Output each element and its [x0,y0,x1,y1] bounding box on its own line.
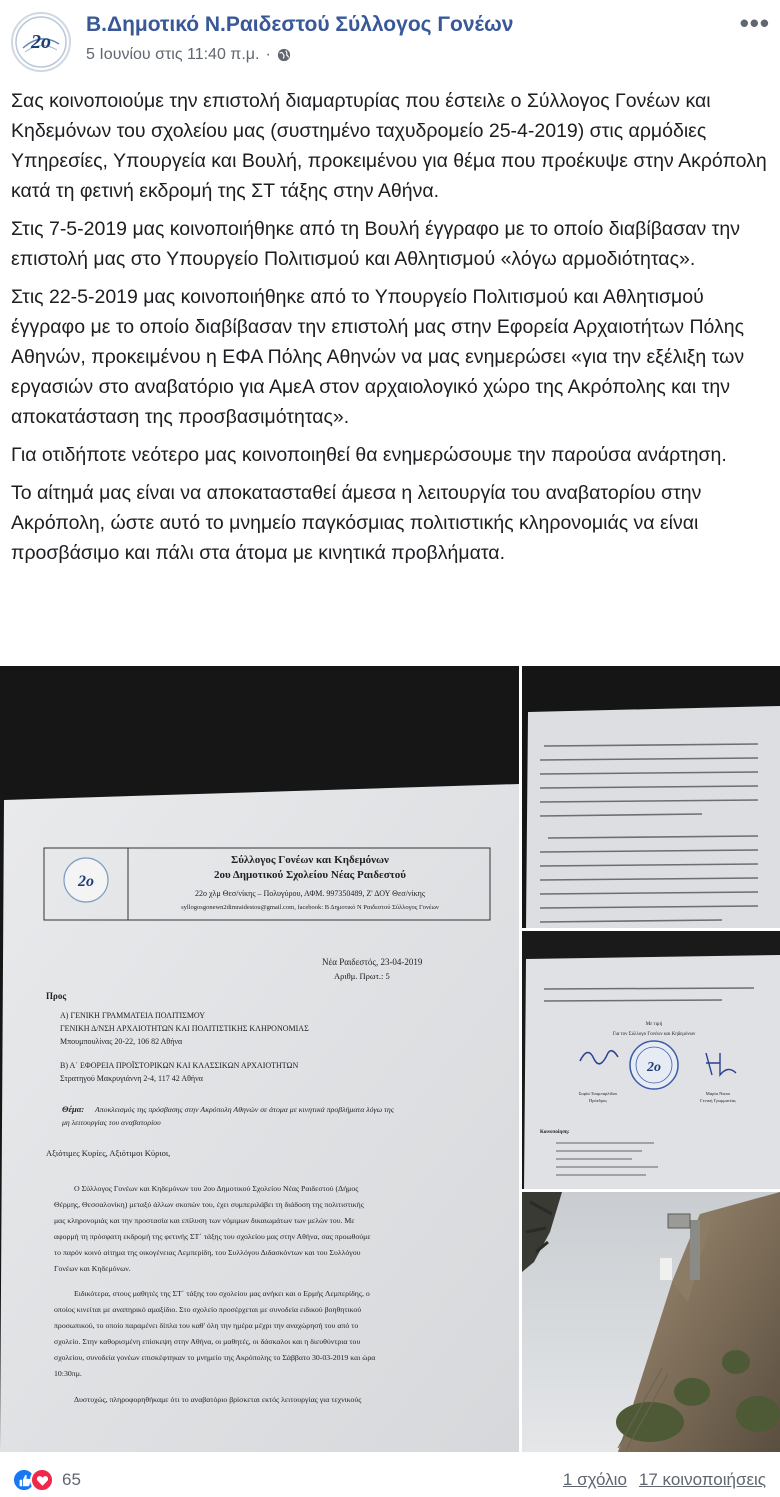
svg-text:Νέα Ραιδεστός, 23-04-2019: Νέα Ραιδεστός, 23-04-2019 [322,957,423,967]
letter-page-2-image [522,666,780,928]
photo-letter-page-1[interactable] [0,666,519,1452]
svg-text:σχολείου, συνοδεία γονέων επισ: σχολείου, συνοδεία γονέων επισκέφτηκαν το μνημείο της Ακρόπολης το Σάββατο 30-03-2019 και ώρα [54,1353,376,1362]
shares-link[interactable]: 17 κοινοποιήσεις [638,1470,766,1489]
svg-text:Σύλλογος Γονέων και Κηδεμόνων: Σύλλογος Γονέων και Κηδεμόνων [231,854,389,866]
post-header [0,0,780,74]
globe-icon[interactable] [277,48,291,62]
post-paragraph: Το αίτημά μας είναι να αποκατασταθεί άμεσα η λειτουργία του αναβατορίου στην Ακρόπολη, ώστε αυτό το μνημείο παγκόσμιας πολιτιστικής κληρονομιάς να είναι προσβάσιμο και πάλι στα άτομα με κινητικά προβλήματα. [11,482,702,564]
photo-letter-page-2[interactable] [522,666,780,928]
post-footer [0,1455,780,1497]
reactions-summary[interactable] [12,1468,81,1492]
photo-grid [0,666,780,1452]
svg-text:Πρόεδρος: Πρόεδρος [588,1098,608,1103]
post-paragraph: Σας κοινοποιούμε την επιστολή διαμαρτυρίας που έστειλε ο Σύλλογος Γονέων και Κηδεμόνων του σχολείου μας (συστημένο ταχυδρομείο 25-4-2019) στις αρμόδιες Υπηρεσίες, Υπουργεία και Βουλή, προκειμένου για θέμα που προέκυψε στην Ακρόπολη κατά τη φετινή εκδρομή της ΣΤ τάξης στην Αθήνα. [11,90,767,202]
svg-text:2ου Δημοτικού Σχολείου Νέας Ρα: 2ου Δημοτικού Σχολείου Νέας Ραιδεστού [213,869,407,881]
reaction-count: 65 [62,1470,81,1489]
svg-text:Θέμα:: Θέμα: [62,1104,85,1114]
svg-text:Προς: Προς [46,991,67,1001]
svg-text:Θέρμης, Θεσσαλονίκη) μεταξύ άλ: Θέρμης, Θεσσαλονίκη) μεταξύ άλλων σκοπών του, έχει συμπεριλάβει τη διάδοση της πολιτιστικής [54,1200,364,1209]
post-timestamp[interactable]: 5 Ιουνίου στις 11:40 π.μ. [86,46,260,63]
svg-text:Αποκλεισμός της πρόσβασης στην: Αποκλεισμός της πρόσβασης στην Ακρόπολη Αθηνών σε άτομα με κινητικά προβλήματα λόγω της [95,1105,394,1114]
svg-text:Δυστυχώς, πληροφορηθήκαμε ότι: Δυστυχώς, πληροφορηθήκαμε ότι το αναβατόριο βρίσκεται εκτός λειτουργίας για τεχνικούς [74,1395,362,1404]
love-icon [30,1468,54,1492]
comments-link[interactable]: 1 σχόλιο [562,1470,627,1489]
svg-text:το παρόν κοινό αίτημα της οικο: το παρόν κοινό αίτημα της οικογένειας Λεμπερίδη, του Συλλόγου Διδασκόντων και του Συλλόγου [54,1248,361,1257]
svg-text:10:30πμ.: 10:30πμ. [54,1369,82,1378]
meta-separator: · [265,46,271,63]
page-name-link[interactable]: Β.Δημοτικό Ν.Ραιδεστού Σύλλογος Γονέων [86,13,514,36]
letter-signatures-image [522,931,780,1189]
svg-text:22ο χλμ Θεσ/νίκης – Πολυγύρου,: 22ο χλμ Θεσ/νίκης – Πολυγύρου, ΑΦΜ. 997350489, Ζ' ΔΟΥ Θεσ/νίκης [194,889,426,898]
engagement-stats [563,1470,766,1490]
svg-text:Με τιμή: Με τιμή [645,1022,663,1027]
svg-text:Σοφία Τσαμπαρλίδου: Σοφία Τσαμπαρλίδου [578,1091,618,1096]
post-paragraph: Στις 22-5-2019 μας κοινοποιήθηκε από το Υπουργείο Πολιτισμού και Αθλητισμού έγγραφο με το οποίο διαβίβασαν την επιστολή μας στην Εφορεία Αρχαιοτήτων Πόλης Αθηνών, προκειμένου η ΕΦΑ Πόλης Αθηνών να μας ενημερώσει «για την εξέλιξη των εργασιών στο αναβατόριο για ΑμεΑ στον αρχαιολογικό χώρο της Ακρόπολης και την αποκατάσταση της προσβασιμότητας». [11,286,745,428]
svg-text:Β) Α΄ ΕΦΟΡΕΙΑ ΠΡΟΪΣΤΟΡΙΚΩΝ ΚΑΙ: Β) Α΄ ΕΦΟΡΕΙΑ ΠΡΟΪΣΤΟΡΙΚΩΝ ΚΑΙ ΚΛΑΣΣΙΚΩΝ ΑΡΧΑΙΟΤΗΤΩΝ [60,1061,299,1070]
svg-text:Για τον Σύλλογο Γονέων και Κηδ: Για τον Σύλλογο Γονέων και Κηδεμόνων [612,1032,696,1037]
post-paragraph: Για οτιδήποτε νεότερο μας κοινοποιηθεί θα ενημερώσουμε την παρούσα ανάρτηση. [11,444,727,466]
page-avatar[interactable] [11,12,71,72]
page-logo [13,14,69,70]
photo-acropolis-elevator[interactable] [522,1192,780,1452]
svg-text:Γονέων και Κηδεμόνων.: Γονέων και Κηδεμόνων. [54,1264,131,1273]
svg-text:Α) ΓΕΝΙΚΗ ΓΡΑΜΜΑΤΕΙΑ ΠΟΛΙΤΙΣΜΟ: Α) ΓΕΝΙΚΗ ΓΡΑΜΜΑΤΕΙΑ ΠΟΛΙΤΙΣΜΟΥ [60,1011,206,1020]
svg-text:Αριθμ. Πρωτ.: 5: Αριθμ. Πρωτ.: 5 [334,971,390,981]
svg-text:syllogosgonewn2dimraidestou@gm: syllogosgonewn2dimraidestou@gmail.com, facebook: Β Δημοτικό Ν Ραιδεστού Σύλλογος Γονέων [181,904,439,911]
svg-text:σχολείο. Στην καθορισμένη επίσ: σχολείο. Στην καθορισμένη επίσκεψη στην Αθήνα, οι μαθητές, οι δάσκαλοι και η διευθύντρια του [54,1337,361,1346]
svg-text:Αξιότιμες Κυρίες, Αξιότιμοι Κύ: Αξιότιμες Κυρίες, Αξιότιμοι Κύριοι, [46,1148,171,1158]
svg-text:Γενική Γραμματέας: Γενική Γραμματέας [700,1098,736,1103]
svg-text:Κοινοποίηση:: Κοινοποίηση: [540,1130,570,1135]
post-message [11,86,771,576]
svg-text:Ειδικότερα, στους μαθητές της: Ειδικότερα, στους μαθητές της ΣΤ΄ τάξης του σχολείου μας ανήκει και ο Ερμής Λεμπερίδης, ο [74,1289,370,1298]
more-options-icon[interactable]: ••• [739,8,770,38]
post-meta [86,46,291,64]
svg-text:Μαρία Νικου: Μαρία Νικου [705,1091,731,1096]
svg-text:μη λειτουργίας του αναβατορίου: μη λειτουργίας του αναβατορίου [62,1118,161,1127]
svg-text:2ο: 2ο [31,31,51,53]
letter-photo [0,666,519,1452]
post-paragraph: Στις 7-5-2019 μας κοινοποιήθηκε από τη Βουλή έγγραφο με το οποίο διαβίβασαν την επιστολή μας στο Υπουργείο Πολιτισμού και Αθλητισμού «λόγω αρμοδιότητας». [11,218,740,270]
acropolis-image [522,1192,780,1452]
svg-text:Στρατηγού Μακρυγιάννη 2-4, 117: Στρατηγού Μακρυγιάννη 2-4, 117 42 Αθήνα [60,1074,203,1083]
svg-text:Μπουμπουλίνας 20-22, 106 82 Αθ: Μπουμπουλίνας 20-22, 106 82 Αθήνα [60,1037,183,1046]
svg-text:οποίος κινείται με αναπηρικό α: οποίος κινείται με αναπηρικό αμαξίδιο. Στο σχολείο προσέρχεται με συνοδεία ειδικού βοηθητικού [54,1305,362,1314]
svg-text:2ο: 2ο [647,1060,661,1075]
svg-text:προσωπικού, το οποίο παραμένει: προσωπικού, το οποίο παραμένει δίπλα του καθ' όλη την ημέρα μέχρι την αναχώρησή του από το [54,1321,359,1330]
svg-text:αφορμή τη πρόσφατη εκδρομή της: αφορμή τη πρόσφατη εκδρομή της φετινής ΣΤ΄ τάξης του σχολείου μας στην Αθήνα, σας προωθούμε [54,1232,371,1241]
svg-text:2ο: 2ο [78,873,94,890]
svg-text:μας κληρονομιάς και την προστα: μας κληρονομιάς και την προστασία και επίλυση των νόμιμων δικαιωμάτων των μελών του. Με [54,1216,355,1225]
svg-text:ΓΕΝΙΚΗ Δ/ΝΣΗ ΑΡΧΑΙΟΤΗΤΩΝ ΚΑΙ Π: ΓΕΝΙΚΗ Δ/ΝΣΗ ΑΡΧΑΙΟΤΗΤΩΝ ΚΑΙ ΠΟΛΙΤΙΣΤΙΚΗΣ ΚΛΗΡΟΝΟΜΙΑΣ [60,1024,309,1033]
svg-text:Ο Σύλλογος Γονέων και Κηδεμόνω: Ο Σύλλογος Γονέων και Κηδεμόνων του 2ου Δημοτικού Σχολείου Νέας Ραιδεστού (Δήμος [74,1184,359,1193]
photo-letter-signatures[interactable] [522,931,780,1189]
